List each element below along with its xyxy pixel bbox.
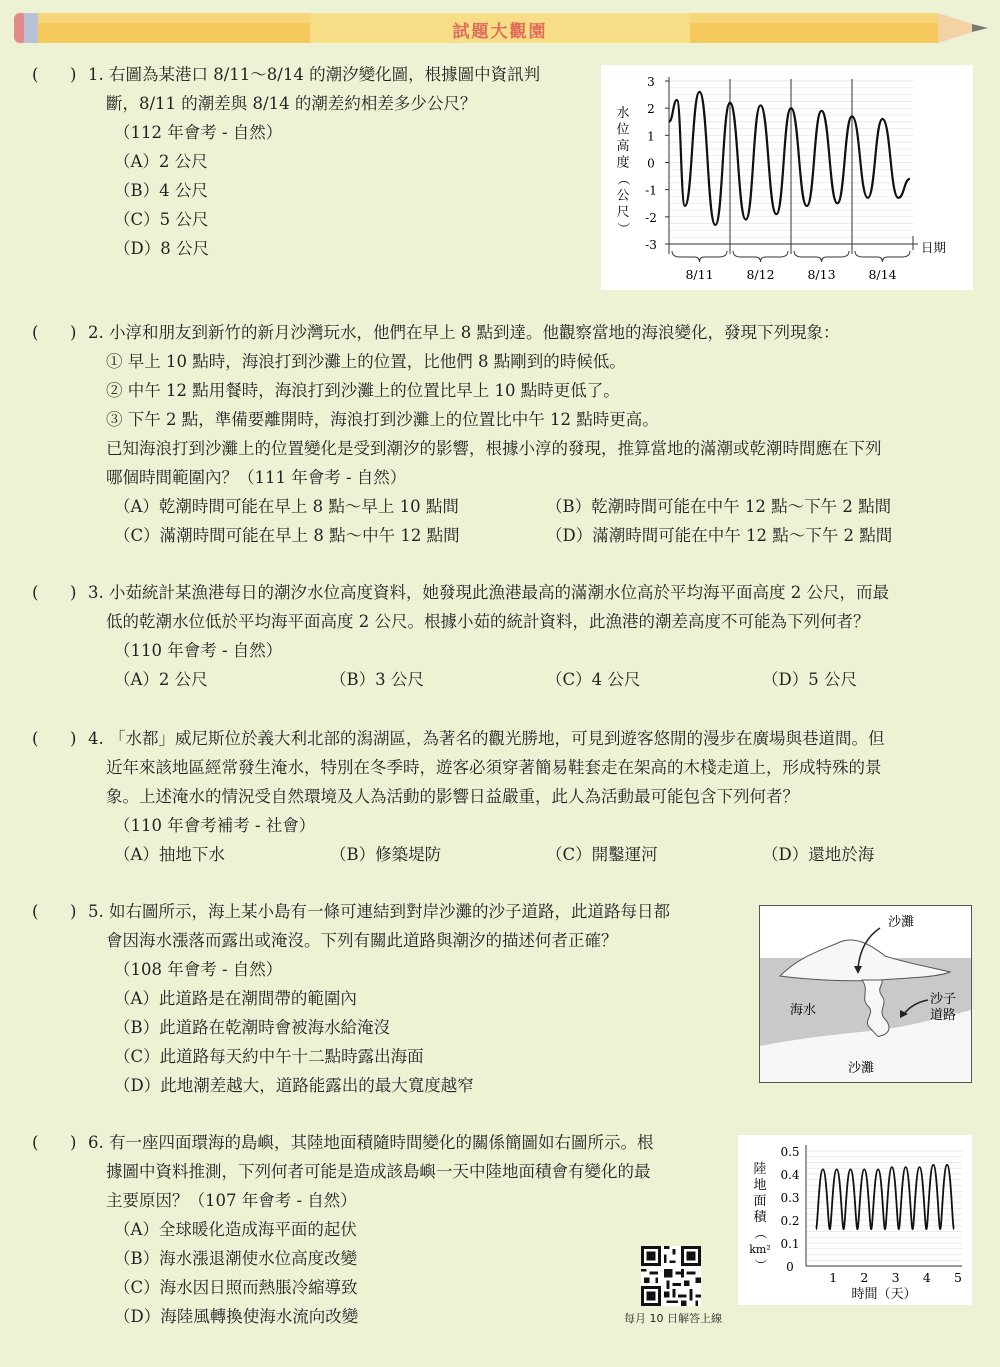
option-b[interactable]: （B）3 公尺 [330, 670, 424, 689]
option-a[interactable]: （A）抽地下水 [114, 845, 225, 864]
option-b[interactable]: （B）海水漲退潮使水位高度改變 [114, 1249, 358, 1268]
date-bracket [855, 251, 910, 262]
y-tick-label: 0.1 [780, 1237, 800, 1251]
date-bracket [733, 251, 788, 262]
option-a[interactable]: （A）2 公尺 [114, 152, 208, 171]
option-b[interactable]: （B）修築堤防 [330, 845, 442, 864]
question-text: 1. 右圖為某港口 8/11～8/14 的潮汐變化圖，根據圖中資訊判 [88, 65, 541, 84]
option-c[interactable]: （C）此道路每天約中午十二點時露出海面 [114, 1047, 424, 1066]
x-tick-label: 8/13 [807, 267, 836, 282]
option-a[interactable]: （A）乾潮時間可能在早上 8 點～早上 10 點間 [114, 497, 459, 516]
y-axis-label-char: （ [615, 172, 630, 186]
y-tick-label: 0 [786, 1260, 794, 1274]
y-axis-label-char: 公 [616, 188, 630, 204]
label-road: 道路 [930, 1008, 957, 1023]
option-d[interactable]: （D）此地潮差越大，道路能露出的最大寬度越窄 [114, 1076, 474, 1095]
question-text: 斷，8/11 的潮差與 8/14 的潮差約相差多少公尺？ [106, 94, 477, 113]
y-axis-label-char: 面 [753, 1194, 767, 1209]
y-axis-label-char: km² [749, 1243, 771, 1256]
option-c[interactable]: （C）5 公尺 [114, 210, 209, 229]
y-axis-label-char: （ [752, 1226, 767, 1240]
option-c[interactable]: （C）海水因日照而熱脹冷縮導致 [114, 1278, 358, 1297]
x-tick-label: 8/14 [868, 267, 897, 282]
x-axis-label: 時間（天） [851, 1287, 917, 1302]
question-text: 低的乾潮水位低於平均海平面高度 2 公尺。根據小茹的統計資料，此漁港的潮差高度不可能為下列何者？ [106, 612, 870, 631]
x-tick-label: 5 [954, 1270, 962, 1285]
date-bracket [672, 251, 727, 262]
x-tick-label: 8/11 [685, 267, 714, 282]
question-source: （110 年會考 - 自然） [114, 641, 283, 660]
island-area-chart [738, 1135, 972, 1305]
y-axis-label-char: ） [752, 1258, 767, 1272]
tide-line [669, 92, 910, 225]
option-d[interactable]: （D）5 公尺 [762, 670, 857, 689]
question-text: 會因海水漲落而露出或淹沒。下列有關此道路與潮汐的描述何者正確？ [106, 931, 618, 950]
qr-code-icon[interactable] [641, 1246, 701, 1306]
date-bracket [794, 251, 849, 262]
y-tick-label: 0.3 [780, 1191, 800, 1205]
x-tick-label: 8/12 [746, 267, 775, 282]
y-tick-label: -1 [645, 183, 657, 198]
label-road: 沙子 [930, 992, 957, 1007]
y-axis-label-char: 位 [616, 122, 630, 138]
question-source: （112 年會考 - 自然） [114, 123, 283, 142]
y-axis-label-char: ） [615, 221, 630, 236]
question-text: 5. 如右圖所示，海上某小島有一條可連結到對岸沙灘的沙子道路，此道路每日都 [88, 902, 670, 921]
question-text: 已知海浪打到沙灘上的位置變化是受到潮汐的影響，根據小淳的發現，推算當地的滿潮或乾潮時間應在下列 [106, 439, 882, 458]
y-tick-label: 0.5 [780, 1145, 800, 1159]
option-d[interactable]: （D）滿潮時間可能在中午 12 點～下午 2 點間 [546, 526, 893, 545]
question-text: 6. 有一座四面環海的島嶼，其陸地面積隨時間變化的關係簡圖如右圖所示。根 [88, 1133, 654, 1152]
x-tick-label: 1 [829, 1270, 838, 1285]
y-tick-label: 0 [647, 156, 655, 171]
y-tick-label: -2 [645, 210, 657, 225]
question-text: 近年來該地區經常發生淹水，特別在冬季時，遊客必須穿著簡易鞋套走在架高的木棧走道上，形成特殊的景 [106, 758, 882, 777]
y-tick-label: -3 [645, 238, 657, 252]
question-source: （110 年會考補考 - 社會） [114, 816, 316, 835]
question-text: 3. 小茹統計某漁港每日的潮汐水位高度資料，她發現此漁港最高的滿潮水位高於平均海平面高度 2 公尺，而最 [88, 583, 889, 602]
question-text: 哪個時間範圍內？（111 年會考 - 自然） [106, 468, 407, 487]
x-tick-label: 2 [860, 1270, 869, 1285]
option-c[interactable]: （C）開鑿運河 [546, 845, 658, 864]
label-beach-bottom: 沙灘 [848, 1061, 875, 1076]
tide-chart [601, 65, 973, 290]
question-source: （108 年會考 - 自然） [114, 960, 283, 979]
option-c[interactable]: （C）4 公尺 [546, 670, 641, 689]
observation-3: ③ 下午 2 點，準備要離開時，海浪打到沙灘上的位置比中午 12 點時更高。 [106, 410, 659, 429]
label-beach-top: 沙灘 [888, 915, 915, 930]
option-d[interactable]: （D）8 公尺 [114, 239, 209, 258]
question-text: 主要原因？（107 年會考 - 自然） [106, 1191, 357, 1210]
option-b[interactable]: （B）4 公尺 [114, 181, 208, 200]
y-tick-label: 0.2 [780, 1214, 800, 1228]
option-a[interactable]: （A）全球暖化造成海平面的起伏 [114, 1220, 357, 1239]
option-a[interactable]: （A）2 公尺 [114, 670, 208, 689]
y-tick-label: 1 [647, 129, 655, 144]
label-sea: 海水 [790, 1003, 817, 1018]
question-text: 象。上述淹水的情況受自然環境及人為活動的影響日益嚴重，此人為活動最可能包含下列何者？ [106, 787, 799, 806]
y-tick-label: 3 [647, 75, 655, 89]
question-text: 4. 「水都」威尼斯位於義大利北部的潟湖區，為著名的觀光勝地，可見到遊客悠閒的漫步在廣場與巷道間。但 [88, 729, 885, 748]
option-d[interactable]: （D）海陸風轉換使海水流向改變 [114, 1307, 359, 1326]
observation-2: ② 中午 12 點用餐時，海浪打到沙灘上的位置比早上 10 點時更低了。 [106, 381, 620, 400]
y-axis-label-char: 尺 [616, 205, 630, 220]
x-tick-label: 4 [922, 1270, 931, 1285]
y-axis-label-char: 度 [616, 155, 630, 171]
option-b[interactable]: （B）此道路在乾潮時會被海水給淹沒 [114, 1018, 391, 1037]
question-text: 2. 小淳和朋友到新竹的新月沙灣玩水，他們在早上 8 點到達。他觀察當地的海浪變化，發現下列現象： [88, 323, 840, 342]
x-tick-label: 3 [891, 1270, 900, 1285]
y-tick-label: 2 [647, 102, 655, 117]
qr-caption: 每月 10 日解答上線 [624, 1312, 722, 1325]
y-axis-label-char: 水 [616, 106, 630, 121]
y-axis-label-char: 高 [616, 139, 630, 154]
question-text: 據圖中資料推測，下列何者可能是造成該島嶼一天中陸地面積會有變化的最 [106, 1162, 651, 1181]
y-axis-label-char: 陸 [753, 1162, 767, 1177]
y-axis-label-char: 積 [753, 1210, 767, 1225]
y-tick-label: 0.4 [780, 1168, 800, 1182]
observation-1: ① 早上 10 點時，海浪打到沙灘上的位置，比他們 8 點剛到的時候低。 [106, 352, 626, 371]
y-axis-label-char: 地 [753, 1178, 767, 1193]
x-axis-label: 日期 [921, 240, 947, 255]
option-a[interactable]: （A）此道路是在潮間帶的範圍內 [114, 989, 357, 1008]
option-d[interactable]: （D）還地於海 [762, 845, 875, 864]
option-c[interactable]: （C）滿潮時間可能在早上 8 點～中午 12 點間 [114, 526, 460, 545]
sand-road-figure [759, 905, 972, 1083]
option-b[interactable]: （B）乾潮時間可能在中午 12 點～下午 2 點間 [546, 497, 892, 516]
page-title: 試題大觀園 [452, 22, 548, 42]
